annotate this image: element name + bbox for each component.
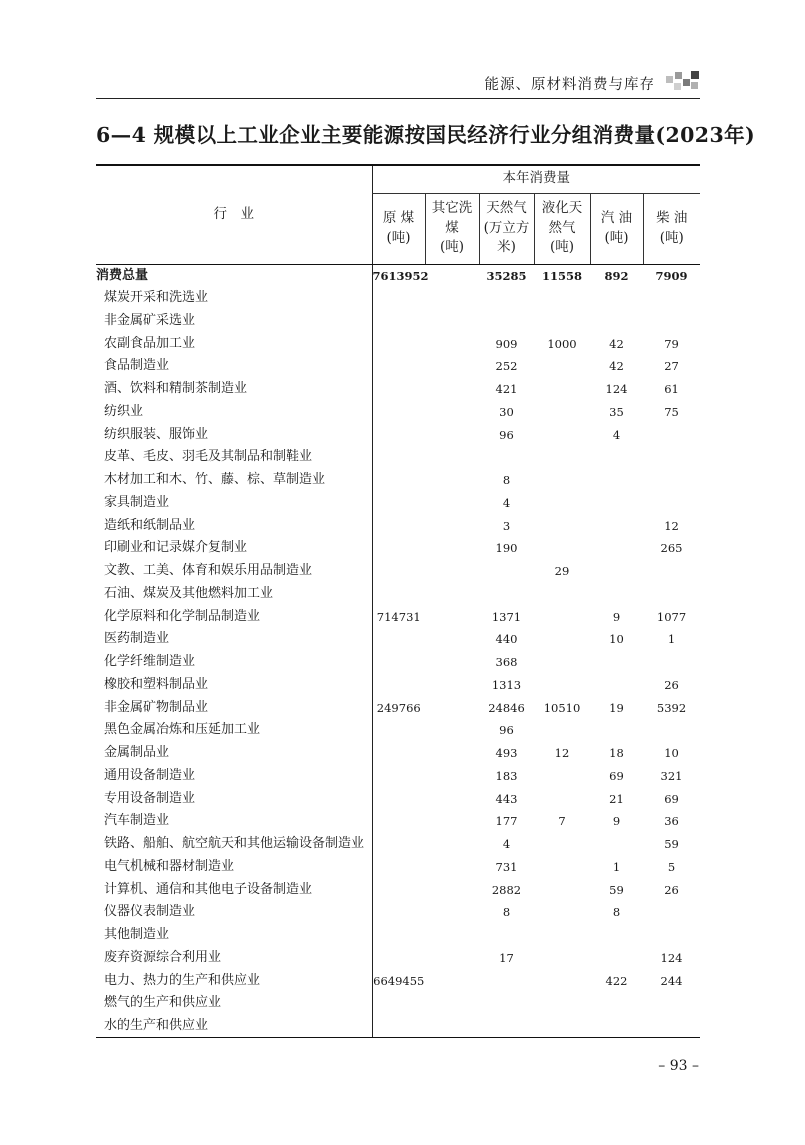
industry-name: 农副食品加工业	[104, 335, 196, 351]
value-cell: 36	[664, 814, 679, 829]
value-cell: 1	[667, 632, 676, 647]
value-cell	[534, 947, 590, 970]
value-cell: 493	[495, 746, 518, 761]
value-cell	[425, 583, 479, 606]
column-header-name: 原 煤	[382, 209, 415, 226]
value-cell: 190	[495, 541, 518, 556]
column-header-unit: (吨)	[386, 229, 411, 246]
industry-name: 铁路、船舶、航空航天和其他运输设备制造业	[104, 836, 365, 852]
value-cell: 19	[609, 700, 624, 715]
value-cell: 61	[664, 382, 679, 397]
industry-name: 汽车制造业	[104, 813, 170, 829]
table-row	[96, 492, 700, 515]
value-cell: 21	[609, 791, 624, 806]
value-cell	[479, 924, 534, 947]
value-cell	[643, 423, 700, 446]
value-cell: 1371	[491, 609, 522, 624]
value-cell	[534, 924, 590, 947]
value-cell: 321	[660, 768, 683, 783]
value-cell	[534, 605, 590, 628]
value-cell: 10	[609, 632, 624, 647]
value-cell: 422	[605, 973, 628, 988]
value-cell: 1000	[547, 336, 577, 351]
table-row	[96, 287, 700, 310]
value-cell: 26	[664, 677, 679, 692]
industry-name: 纺织业	[104, 403, 144, 419]
value-cell: 5	[667, 859, 676, 874]
value-cell: 42	[609, 359, 624, 374]
value-cell	[372, 378, 425, 401]
value-cell: 7613952	[372, 264, 425, 287]
value-cell	[534, 901, 590, 924]
value-cell	[643, 560, 700, 583]
value-cell	[534, 537, 590, 560]
industry-name: 造纸和纸制品业	[104, 517, 196, 533]
industry-name: 通用设备制造业	[104, 767, 196, 783]
table-row	[96, 742, 700, 765]
industry-name: 皮革、毛皮、羽毛及其制品和制鞋业	[104, 449, 313, 465]
value-cell	[372, 560, 425, 583]
industry-name: 消费总量	[96, 267, 149, 283]
value-cell	[590, 560, 643, 583]
value-cell: 11558	[541, 268, 582, 283]
value-cell	[643, 310, 700, 333]
value-cell: 909	[495, 336, 518, 351]
value-cell	[425, 423, 479, 446]
value-cell	[425, 742, 479, 765]
column-header-name: 天然气	[486, 200, 527, 217]
value-cell	[425, 719, 479, 742]
value-cell	[590, 833, 643, 856]
value-cell: 6649455	[372, 969, 425, 992]
value-cell	[534, 378, 590, 401]
value-cell	[372, 401, 425, 424]
value-cell	[425, 924, 479, 947]
value-cell	[372, 787, 425, 810]
value-cell: 18	[609, 746, 624, 761]
value-cell	[534, 469, 590, 492]
industry-name: 金属制品业	[104, 745, 170, 761]
industry-name: 专用设备制造业	[104, 790, 196, 806]
table-row	[96, 787, 700, 810]
value-cell: 24846	[488, 700, 525, 715]
value-cell	[372, 719, 425, 742]
value-cell: 5392	[656, 700, 687, 715]
value-cell: 75	[664, 404, 679, 419]
value-cell: 30	[499, 404, 514, 419]
table-row	[96, 423, 700, 446]
column-header-name: 其它洗煤	[431, 200, 473, 236]
value-cell	[534, 1015, 590, 1038]
table-row	[96, 1015, 700, 1038]
column-header	[425, 193, 479, 264]
value-cell: 2882	[491, 882, 522, 897]
value-cell: 7909	[655, 268, 688, 283]
industry-name: 橡胶和塑料制品业	[104, 676, 209, 692]
column-header-name: 汽 油	[600, 209, 633, 226]
industry-name: 其他制造业	[104, 927, 170, 943]
industry-name: 电力、热力的生产和供应业	[104, 972, 261, 988]
value-cell: 177	[495, 814, 518, 829]
value-cell	[425, 492, 479, 515]
value-cell	[372, 947, 425, 970]
value-cell: 79	[664, 336, 679, 351]
value-cell	[425, 560, 479, 583]
value-cell	[534, 969, 590, 992]
value-cell	[590, 992, 643, 1015]
value-cell: 714731	[372, 605, 425, 628]
table-row	[96, 264, 700, 287]
table-row	[96, 765, 700, 788]
value-cell: 892	[604, 268, 629, 283]
table-row	[96, 947, 700, 970]
value-cell	[479, 583, 534, 606]
value-cell	[643, 992, 700, 1015]
value-cell	[534, 514, 590, 537]
industry-name: 仪器仪表制造业	[104, 904, 196, 920]
table-row	[96, 628, 700, 651]
value-cell	[590, 1015, 643, 1038]
column-header-unit: (吨)	[439, 239, 465, 256]
value-cell: 1077	[656, 609, 687, 624]
value-cell: 35	[609, 404, 624, 419]
value-cell	[425, 310, 479, 333]
value-cell	[534, 674, 590, 697]
column-header-unit: (万立方米)	[483, 219, 530, 256]
value-cell	[590, 287, 643, 310]
value-cell	[590, 947, 643, 970]
value-cell: 368	[495, 655, 518, 670]
column-header-unit: (吨)	[604, 229, 629, 246]
page-title: 6—4 规模以上工业企业主要能源按国民经济行业分组消费量(2023年)	[96, 123, 756, 147]
table-row	[96, 969, 700, 992]
table-row	[96, 560, 700, 583]
value-cell	[534, 423, 590, 446]
value-cell	[372, 492, 425, 515]
industry-name: 化学纤维制造业	[104, 654, 196, 670]
value-cell	[534, 833, 590, 856]
value-cell	[425, 446, 479, 469]
value-cell	[643, 719, 700, 742]
value-cell	[590, 651, 643, 674]
value-cell	[643, 469, 700, 492]
table-row	[96, 833, 700, 856]
value-cell	[425, 969, 479, 992]
value-cell	[372, 537, 425, 560]
industry-name: 煤炭开采和洗选业	[104, 290, 209, 306]
value-cell	[425, 765, 479, 788]
value-cell	[643, 924, 700, 947]
value-cell: 4	[502, 495, 511, 510]
value-cell: 59	[664, 837, 679, 852]
value-cell	[372, 674, 425, 697]
industry-name: 食品制造业	[104, 358, 170, 374]
value-cell	[534, 355, 590, 378]
value-cell	[643, 901, 700, 924]
value-cell	[643, 446, 700, 469]
value-cell	[479, 992, 534, 1015]
group-column-header: 本年消费量	[372, 165, 700, 193]
table-row	[96, 469, 700, 492]
value-cell	[372, 901, 425, 924]
value-cell	[425, 878, 479, 901]
value-cell: 27	[664, 359, 679, 374]
table-row	[96, 856, 700, 879]
column-header-name: 液化天然气	[541, 200, 583, 236]
value-cell	[425, 992, 479, 1015]
value-cell	[590, 924, 643, 947]
value-cell	[590, 514, 643, 537]
value-cell: 124	[605, 382, 628, 397]
value-cell	[425, 332, 479, 355]
table-row	[96, 719, 700, 742]
value-cell	[534, 287, 590, 310]
value-cell	[643, 651, 700, 674]
value-cell: 9	[612, 609, 621, 624]
industry-name: 印刷业和记录媒介复制业	[104, 540, 248, 556]
value-cell: 4	[612, 427, 621, 442]
value-cell: 8	[502, 473, 511, 488]
value-cell	[372, 287, 425, 310]
value-cell: 244	[660, 973, 683, 988]
value-cell	[590, 583, 643, 606]
value-cell	[372, 651, 425, 674]
value-cell: 1313	[491, 677, 522, 692]
value-cell	[425, 355, 479, 378]
value-cell	[479, 560, 534, 583]
value-cell	[425, 378, 479, 401]
column-header-name: 柴 油	[656, 209, 688, 226]
value-cell	[372, 469, 425, 492]
value-cell	[590, 719, 643, 742]
value-cell: 443	[495, 791, 518, 806]
value-cell	[372, 332, 425, 355]
value-cell	[643, 492, 700, 515]
page-number: – 93 –	[658, 1058, 699, 1074]
value-cell: 10510	[543, 700, 581, 715]
column-header	[643, 193, 700, 264]
table-row	[96, 992, 700, 1015]
table-body	[96, 264, 700, 1038]
value-cell	[479, 310, 534, 333]
table-row	[96, 696, 700, 719]
value-cell	[534, 401, 590, 424]
industry-name: 木材加工和木、竹、藤、棕、草制造业	[104, 472, 326, 488]
table-row	[96, 514, 700, 537]
industry-name: 燃气的生产和供应业	[104, 995, 222, 1011]
section-header-title: 能源、原材料消费与库存	[484, 77, 655, 93]
industry-name: 非金属矿物制品业	[104, 699, 209, 715]
table-row	[96, 651, 700, 674]
value-cell	[372, 742, 425, 765]
value-cell: 96	[499, 723, 514, 738]
value-cell	[372, 355, 425, 378]
value-cell	[425, 514, 479, 537]
value-cell	[534, 446, 590, 469]
value-cell	[479, 1015, 534, 1038]
column-header	[479, 193, 534, 264]
table-row	[96, 378, 700, 401]
value-cell	[590, 446, 643, 469]
industry-name: 石油、煤炭及其他燃料加工业	[104, 585, 274, 601]
industry-name: 电气机械和器材制造业	[104, 858, 235, 874]
value-cell	[425, 537, 479, 560]
value-cell	[534, 856, 590, 879]
value-cell	[425, 287, 479, 310]
value-cell	[425, 856, 479, 879]
industry-name: 化学原料和化学制品制造业	[104, 608, 261, 624]
value-cell: 12	[554, 746, 570, 761]
value-cell	[425, 696, 479, 719]
value-cell: 183	[495, 768, 518, 783]
table-row	[96, 583, 700, 606]
table-row	[96, 446, 700, 469]
value-cell: 69	[664, 791, 679, 806]
industry-name: 医药制造业	[104, 631, 170, 647]
column-header-unit: (吨)	[659, 229, 684, 246]
value-cell: 265	[660, 541, 683, 556]
value-cell	[372, 423, 425, 446]
table-row	[96, 924, 700, 947]
header-rule	[96, 98, 700, 99]
value-cell	[425, 469, 479, 492]
value-cell	[372, 810, 425, 833]
value-cell	[425, 810, 479, 833]
value-cell	[534, 651, 590, 674]
value-cell	[425, 1015, 479, 1038]
value-cell: 731	[495, 859, 518, 874]
value-cell: 249766	[372, 696, 425, 719]
value-cell: 421	[495, 382, 518, 397]
table-row	[96, 537, 700, 560]
value-cell	[590, 310, 643, 333]
value-cell: 12	[664, 518, 679, 533]
value-cell	[372, 628, 425, 651]
value-cell: 3	[502, 518, 511, 533]
value-cell	[372, 924, 425, 947]
value-cell	[372, 992, 425, 1015]
value-cell	[372, 833, 425, 856]
value-cell	[479, 287, 534, 310]
value-cell	[372, 878, 425, 901]
industry-name: 非金属矿采选业	[104, 312, 196, 328]
industry-name: 废弃资源综合利用业	[104, 949, 222, 965]
industry-name: 水的生产和供应业	[96, 1015, 372, 1038]
value-cell	[590, 469, 643, 492]
industry-name: 纺织服装、服饰业	[104, 426, 209, 442]
value-cell	[590, 537, 643, 560]
value-cell	[372, 765, 425, 788]
value-cell	[425, 674, 479, 697]
value-cell	[425, 833, 479, 856]
value-cell	[425, 401, 479, 424]
value-cell: 1	[612, 859, 621, 874]
table-row	[96, 310, 700, 333]
value-cell	[425, 651, 479, 674]
value-cell	[425, 901, 479, 924]
value-cell	[372, 856, 425, 879]
table-row	[96, 878, 700, 901]
value-cell	[372, 1015, 425, 1038]
value-cell	[372, 446, 425, 469]
value-cell	[372, 310, 425, 333]
value-cell	[425, 628, 479, 651]
value-cell	[534, 765, 590, 788]
value-cell: 29	[554, 564, 570, 579]
value-cell	[479, 446, 534, 469]
table-row	[96, 901, 700, 924]
value-cell	[534, 583, 590, 606]
table-row	[96, 401, 700, 424]
value-cell: 4	[502, 837, 511, 852]
value-cell	[425, 947, 479, 970]
table-row	[96, 605, 700, 628]
industry-name: 黑色金属冶炼和压延加工业	[104, 722, 261, 738]
header-decoration-icon	[666, 70, 700, 92]
table-row	[96, 332, 700, 355]
value-cell	[590, 674, 643, 697]
value-cell	[534, 992, 590, 1015]
industry-column-header: 行 业	[96, 165, 372, 264]
value-cell	[643, 583, 700, 606]
value-cell	[643, 1015, 700, 1038]
column-header-unit: (吨)	[549, 239, 575, 256]
value-cell	[372, 583, 425, 606]
value-cell: 42	[609, 336, 624, 351]
value-cell: 26	[664, 882, 679, 897]
value-cell	[534, 787, 590, 810]
value-cell: 8	[612, 905, 621, 920]
value-cell: 9	[612, 814, 621, 829]
value-cell: 59	[609, 882, 624, 897]
value-cell	[534, 628, 590, 651]
value-cell: 440	[495, 632, 518, 647]
value-cell: 8	[502, 905, 511, 920]
value-cell	[425, 605, 479, 628]
industry-name: 酒、饮料和精制茶制造业	[104, 381, 248, 397]
value-cell	[590, 492, 643, 515]
value-cell: 17	[499, 950, 514, 965]
value-cell	[534, 310, 590, 333]
column-header	[590, 193, 643, 264]
value-cell: 7	[558, 814, 566, 829]
value-cell	[534, 719, 590, 742]
value-cell	[372, 514, 425, 537]
value-cell	[643, 287, 700, 310]
column-header	[372, 193, 425, 264]
table-row	[96, 355, 700, 378]
table-row	[96, 674, 700, 697]
value-cell: 124	[660, 950, 683, 965]
value-cell	[534, 492, 590, 515]
value-cell	[479, 969, 534, 992]
column-header	[534, 193, 590, 264]
value-cell	[425, 264, 479, 287]
value-cell: 69	[609, 768, 624, 783]
value-cell	[425, 787, 479, 810]
industry-name: 家具制造业	[104, 494, 170, 510]
value-cell	[534, 878, 590, 901]
energy-consumption-table	[96, 164, 700, 1038]
value-cell: 96	[499, 427, 514, 442]
value-cell: 35285	[486, 268, 527, 283]
value-cell: 252	[495, 359, 518, 374]
industry-name: 计算机、通信和其他电子设备制造业	[104, 881, 313, 897]
industry-name: 文教、工美、体育和娱乐用品制造业	[104, 563, 313, 579]
value-cell: 10	[664, 746, 679, 761]
table-row	[96, 810, 700, 833]
